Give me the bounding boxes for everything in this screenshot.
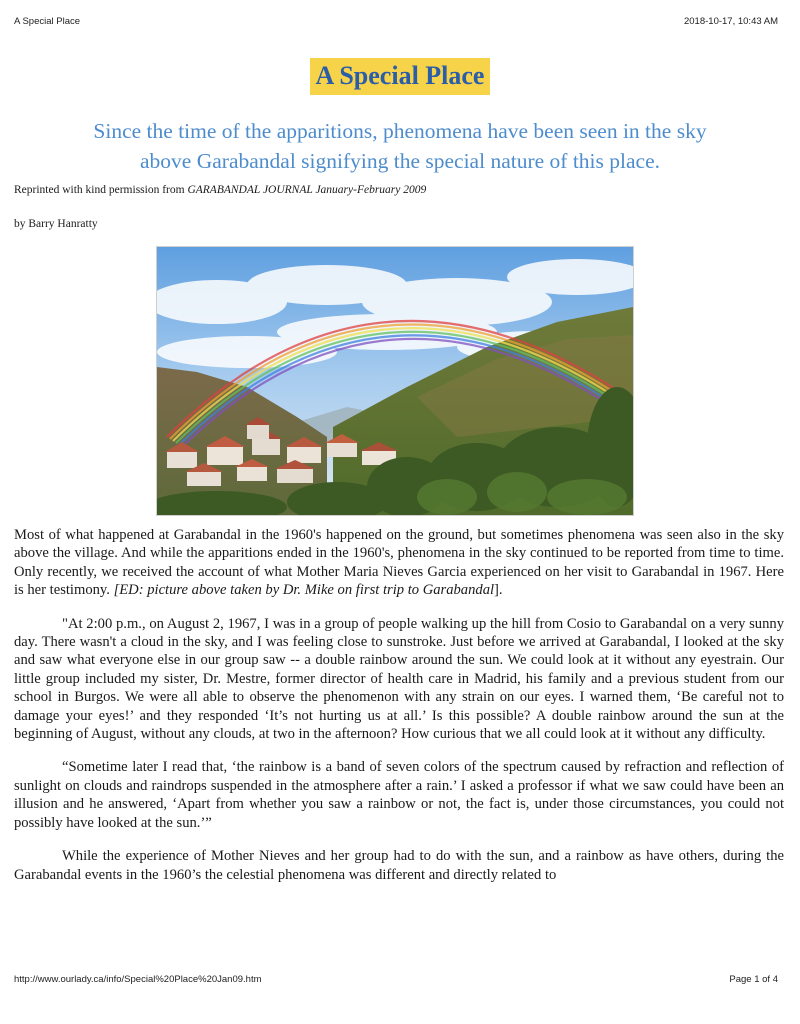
byline: by Barry Hanratty	[14, 218, 98, 230]
header-timestamp: 2018-10-17, 10:43 AM	[683, 16, 778, 27]
reprint-prefix: Reprinted with kind permission from	[14, 184, 188, 196]
header-page-title: A Special Place	[14, 16, 81, 27]
reprint-credit	[14, 184, 426, 196]
print-header	[14, 16, 778, 27]
paragraph-1-text: Most of what happened at Garabandal in the 1960's happened on the ground, but sometimes phenomena was seen also in the sky above the village. And while the apparitions ended in the 1960's, phenomena in the sky continued to be reported from time to time. Only recently, we received the account of what Mother Maria Nieves Garcia experienced on her visit to Garabandal in 1967. Here is her testimony.	[14, 527, 784, 599]
reprint-publication: GARABANDAL JOURNAL January-February 2009	[187, 184, 427, 196]
title-container	[0, 58, 800, 95]
subtitle-line-2: above Garabandal signifying the special nature of this place.	[140, 149, 660, 173]
page-subtitle	[20, 116, 780, 176]
footer-page-number: Page 1 of 4	[729, 974, 778, 985]
subtitle-line-1: Since the time of the apparitions, phenomena have been seen in the sky	[93, 119, 707, 143]
rainbow-landscape-photo	[156, 246, 634, 516]
paragraph-4: While the experience of Mother Nieves and her group had to do with the sun, and a rainbow as have others, during the Garabandal events in the 1960’s the celestial phenomena was different and directly related to	[14, 848, 784, 883]
editor-note: [ED: picture above taken by Dr. Mike on first trip to Garabandal	[113, 582, 495, 599]
print-footer	[14, 974, 778, 985]
paragraph-1	[14, 526, 784, 600]
page-title: A Special Place	[310, 58, 491, 95]
editor-note-end: ].	[494, 582, 503, 599]
article-body	[14, 526, 784, 899]
paragraph-2: "At 2:00 p.m., on August 2, 1967, I was in a group of people walking up the hill from Cosio to Garabandal on a very sunny day. There wasn't a cloud in the sky, and I was feeling close to sunstroke. Just before we arrived at Garabandal, I looked at the sky and saw what everyone else in our group saw -- a double rainbow around the sun. We could look at it without any eyestrain. Our little group included my sister, Dr. Mestre, former director of health care in Madrid, his family and a previous student from our school in Burgos. We were all able to observe the phenomenon with any strain on our eyes. I warned them, ‘Be careful not to damage your eyes!’ and they responded ‘It’s not hurting us at all.’ Is this possible? A double rainbow around the sun at the beginning of August, without any clouds, at two in the afternoon? How curious that we all could look at it without any difficulty.	[14, 615, 784, 743]
paragraph-3: “Sometime later I read that, ‘the rainbow is a band of seven colors of the spectrum caused by refraction and reflection of sunlight on clouds and raindrops suspended in the atmosphere after a rain.’ I asked a professor if what we saw could have been an illusion and he answered, ‘Apart from whether you saw a rainbow or not, the fact is, under those circumstances, you could not possibly have looked at the sun.’”	[14, 759, 784, 831]
footer-url: http://www.ourlady.ca/info/Special%20Place%20Jan09.htm	[14, 974, 262, 985]
